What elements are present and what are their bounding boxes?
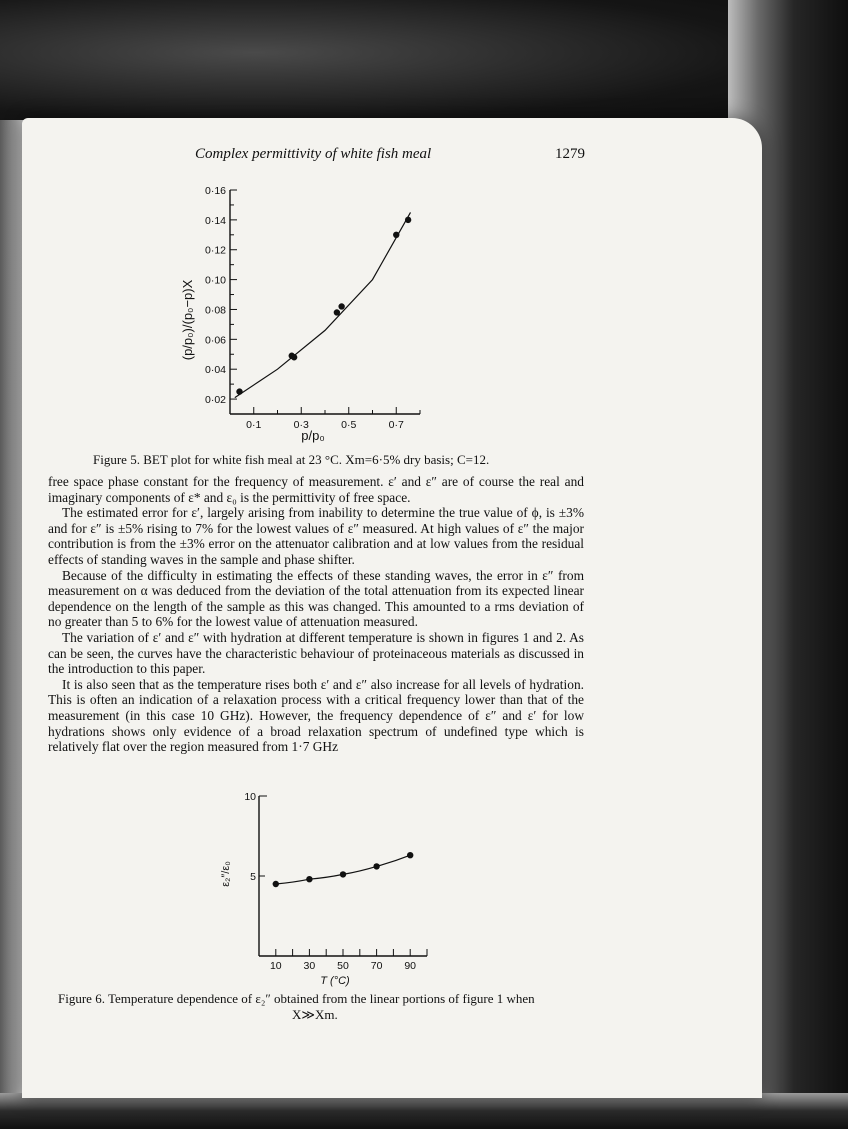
figure6-caption-line1: Figure 6. Temperature dependence of ε₂″ obtained from the linear portions of figure 1 when xyxy=(58,991,535,1006)
data-point xyxy=(340,871,346,877)
figure5-caption: Figure 5. BET plot for white fish meal at 23 °C. Xm=6·5% dry basis; C=12. xyxy=(93,452,490,467)
y-tick-label: 5 xyxy=(250,871,256,883)
figure5-ylabel: (p/p₀)/(p₀−p)X xyxy=(180,279,195,361)
body-text xyxy=(48,474,584,755)
figure5-xlabel: p/p₀ xyxy=(301,428,325,443)
data-point xyxy=(338,303,344,309)
running-title: Complex permittivity of white fish meal xyxy=(195,146,432,162)
data-point xyxy=(334,309,340,315)
x-tick-label: 0·1 xyxy=(246,419,262,431)
figure6-caption-line2: X≫Xm. xyxy=(292,1007,338,1022)
figure5-chart xyxy=(160,172,440,452)
data-point xyxy=(306,876,312,882)
paragraph: free space phase constant for the frequency of measurement. ε′ and ε″ are of course the real and imaginary components of ε* and ε₀ is the permittivity of free space. xyxy=(48,474,584,505)
y-tick-label: 0·08 xyxy=(204,304,226,317)
y-tick-label: 0·14 xyxy=(204,214,226,227)
y-tick-label: 0·10 xyxy=(204,274,226,287)
x-tick-label: 10 xyxy=(269,960,282,972)
figure6-marks xyxy=(273,852,414,887)
y-tick-label: 0·16 xyxy=(204,185,226,197)
data-point xyxy=(236,388,242,394)
scan-shadow-top xyxy=(0,0,848,132)
data-point xyxy=(407,852,413,858)
y-tick-label: 10 xyxy=(244,791,256,803)
figure6-chart xyxy=(215,788,455,988)
x-tick-label: 0·7 xyxy=(388,419,404,431)
x-tick-label: 0·3 xyxy=(293,419,309,431)
y-tick-label: 0·02 xyxy=(204,394,226,407)
y-tick-label: 0·12 xyxy=(204,244,226,257)
paragraph: The estimated error for ε′, largely arising from inability to determine the true value of ϕ, is ±3% and for ε″ is ±5% rising to 7% for the lowest values of ε″ measured. At high values of ε″ the major contribution is from the ±3% error on the attenuator calibration and at low values from the residual effects of standing waves in the sample and phase shifter. xyxy=(48,505,584,567)
x-tick-label: 70 xyxy=(370,960,383,972)
figure5-axes xyxy=(205,185,420,431)
figure6-caption xyxy=(58,991,618,1023)
x-tick-label: 30 xyxy=(303,960,316,972)
fit-line xyxy=(235,212,411,397)
figure5-marks xyxy=(235,212,412,397)
paragraph: Because of the difficulty in estimating the effects of these standing waves, the error in ε″ from measurement on α was deduced from the deviation of the total attenuation from its expected linear dependence on the length of the sample as this was changed. This amounted to a rms deviation of no greater than 5 to 6% for the lowest value of attenuation measured. xyxy=(48,567,584,630)
x-tick-label: 50 xyxy=(337,960,349,972)
x-tick-label: 90 xyxy=(404,960,417,972)
paragraph: It is also seen that as the temperature rises both ε′ and ε″ also increase for all levels of hydration. This is often an indication of a relaxation process with a critical frequency lower than that of the measurement (in this case 10 GHz). However, the frequency dependence of ε″ and ε′ for low hydrations shows only evidence of a broad relaxation spectrum of undefined type which is relatively flat over the region measured from 1·7 GHz xyxy=(48,676,584,755)
figure6-ylabel: ε₂″/ε₀ xyxy=(220,861,232,887)
figure6-xlabel: T (°C) xyxy=(320,975,350,987)
paragraph: The variation of ε′ and ε″ with hydration at different temperature is shown in figures 1 and 2. As can be seen, the curves have the characteristic behaviour of proteinaceous materials as discussed in the introduction to this paper. xyxy=(48,629,584,677)
scan-shadow-bottom xyxy=(0,1093,848,1129)
data-point xyxy=(393,232,399,238)
figure6-axes xyxy=(244,791,427,972)
page-number: 1279 xyxy=(555,146,585,162)
data-point xyxy=(291,354,297,360)
y-tick-label: 0·06 xyxy=(204,334,226,347)
series-line xyxy=(276,855,410,884)
data-point xyxy=(273,881,279,887)
x-tick-label: 0·5 xyxy=(341,419,357,431)
y-tick-label: 0·04 xyxy=(204,364,226,377)
data-point xyxy=(373,863,379,869)
running-head xyxy=(195,146,585,163)
data-point xyxy=(405,217,411,223)
